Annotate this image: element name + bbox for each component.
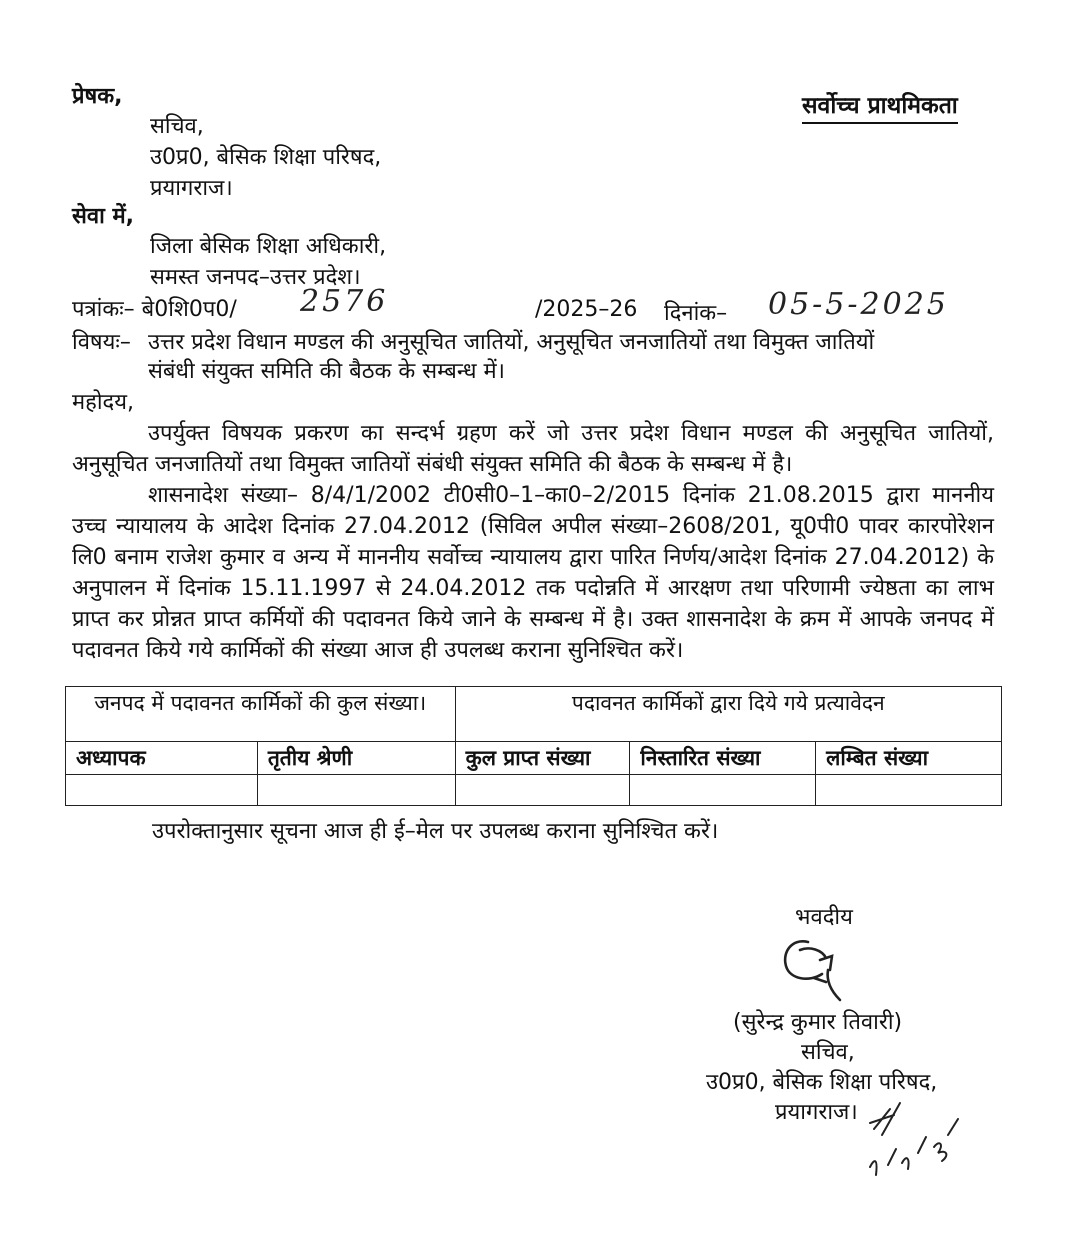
- letter-number-handwritten: 2576: [300, 284, 389, 319]
- subject-label: विषयः–: [72, 330, 131, 355]
- table-col-class-three: तृतीय श्रेणी: [257, 742, 455, 775]
- table-header-row: [66, 742, 1002, 775]
- table-cell: [630, 775, 816, 806]
- table-group-header-total: जनपद में पदावनत कार्मिकों की कुल संख्या।: [66, 687, 456, 742]
- signatory-name: (सुरेन्द्र कुमार तिवारी): [733, 1010, 903, 1035]
- signoff-bhavdiya: भवदीय: [795, 905, 853, 930]
- paragraph-1: उपर्युक्त विषयक प्रकरण का सन्दर्भ ग्रहण करें जो उत्तर प्रदेश विधान मण्डल की अनुसूचित जातियों, अनुसूचित जनजातियों तथा विमुक्त जातियों संबंधी संयुक्त समिति की बैठक के सम्बन्ध में है।: [72, 421, 994, 477]
- signatory-designation: सचिव,: [801, 1040, 855, 1065]
- recipient-line-1: जिला बेसिक शिक्षा अधिकारी,: [150, 234, 387, 259]
- table-cell: [455, 775, 630, 806]
- paragraph-2: शासनादेश संख्या– 8/4/1/2002 टी0सी0–1–का0–2/2015 दिनांक 21.08.2015 द्वारा माननीय उच्च न्यायालय के आदेश दिनांक 27.04.2012 (सिविल अपील संख्या–2608/201, यू0पी0 पावर कारपोरेशन लि0 बनाम राजेश कुमार व अन्य में माननीय सर्वोच्च न्यायालय द्वारा पारित निर्णय/आदेश दिनांक 27.04.2012) के अनुपालन में दिनांक 15.11.1997 से 24.04.2012 तक पदोन्नति में आरक्षण तथा परिणामी ज्येष्ठता का लाभ प्राप्त कर प्रोन्नत प्राप्त कर्मियों की पदावनत किये जाने के सम्बन्ध में है। उक्त शासनादेश के क्रम में आपके जनपद में पदावनत किये गये कार्मिकों की संख्या आज ही उपलब्ध कराना सुनिश्चित करें।: [72, 483, 994, 663]
- table-header-group-row: [66, 687, 1002, 742]
- signatory-city: प्रयागराज।: [775, 1100, 858, 1125]
- sender-heading: प्रेषक,: [72, 84, 123, 109]
- letter-year: /2025–26: [535, 297, 638, 322]
- sender-line-3: प्रयागराज।: [150, 176, 233, 201]
- date-handwritten: 05-5-2025: [768, 287, 949, 322]
- table-col-received: कुल प्राप्त संख्या: [455, 742, 630, 775]
- recipient-heading: सेवा में,: [72, 204, 134, 229]
- table-group-header-representations: पदावनत कार्मिकों द्वारा दिये गये प्रत्यावेदन: [455, 687, 1001, 742]
- table-col-pending: लम्बित संख्या: [816, 742, 1002, 775]
- table-col-teacher: अध्यापक: [66, 742, 258, 775]
- table-row: [66, 775, 1002, 806]
- table-col-disposed: निस्तारित संख्या: [630, 742, 816, 775]
- letter-number-label: पत्रांकः– बे0शि0प0/: [72, 297, 237, 322]
- signatory-office: उ0प्र0, बेसिक शिक्षा परिषद,: [706, 1070, 938, 1095]
- subject-text-2: संबंधी संयुक्त समिति की बैठक के सम्बन्ध में।: [148, 359, 505, 384]
- date-label: दिनांक–: [664, 301, 728, 326]
- sender-line-2: उ0प्र0, बेसिक शिक्षा परिषद,: [150, 145, 382, 170]
- table-cell: [816, 775, 1002, 806]
- priority-label: सर्वोच्च प्राथमिकता: [802, 88, 958, 124]
- signature-icon: [770, 930, 860, 1005]
- salutation: महोदय,: [72, 390, 134, 415]
- demotion-table: [65, 686, 1002, 806]
- recipient-line-2: समस्त जनपद–उत्तर प्रदेश।: [150, 265, 361, 290]
- closing-note: उपरोक्तानुसार सूचना आज ही ई–मेल पर उपलब्ध कराना सुनिश्चित करें।: [152, 819, 719, 844]
- table-cell: [257, 775, 455, 806]
- sender-line-1: सचिव,: [150, 114, 204, 139]
- subject-text: उत्तर प्रदेश विधान मण्डल की अनुसूचित जातियों, अनुसूचित जनजातियों तथा विमुक्त जातियों: [148, 330, 875, 355]
- table-cell: [66, 775, 258, 806]
- initials-date-mark-icon: [860, 1095, 970, 1190]
